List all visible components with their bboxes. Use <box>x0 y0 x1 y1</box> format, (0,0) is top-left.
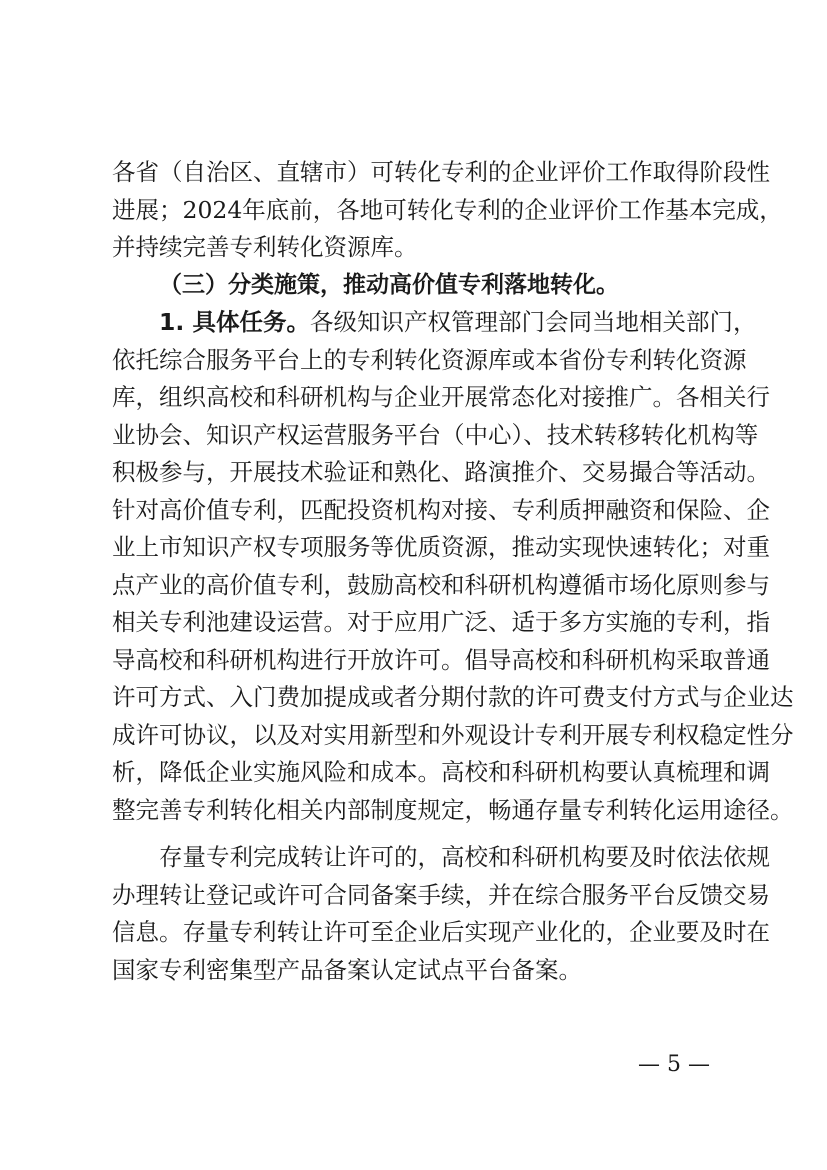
paragraph-specific-tasks <box>112 304 794 829</box>
text-line <box>112 304 757 342</box>
task-first-line: 各级知识产权管理部门会同当地相关部门， <box>309 308 757 336</box>
page-number: — 5 — <box>638 1052 710 1077</box>
text-line: 各省（自治区、直辖市）可转化专利的企业评价工作取得阶段性 <box>112 158 770 186</box>
paragraph-evaluation-progress <box>112 154 783 267</box>
text-line: 导高校和科研机构进行开放许可。倡导高校和科研机构采取普通 <box>112 645 770 674</box>
text-line: 库，组织高校和科研机构与企业开展常态化对接推广。各相关行 <box>112 383 770 411</box>
text-line: 办理转让登记或许可合同备案手续，并在综合服务平台反馈交易 <box>112 880 770 909</box>
text-line: 信息。存量专利转让许可至企业后实现产业化的，企业要及时在 <box>112 918 770 946</box>
task-label: 1. 具体任务。 <box>159 308 310 336</box>
text-line: 国家专利密集型产品备案认定试点平台备案。 <box>112 955 582 984</box>
section-heading: （三）分类施策，推动高价值专利落地转化。 <box>159 271 619 298</box>
text-line: 并持续完善专利转化资源库。 <box>112 233 418 261</box>
text-line: 积极参与，开展技术验证和熟化、路演推介、交易撮合等活动。 <box>112 458 770 486</box>
text-line: 相关专利池建设运营。对于应用广泛、适于多方实施的专利，指 <box>112 608 770 636</box>
document-body <box>112 154 794 989</box>
text-line: 整完善专利转化相关内部制度规定，畅通存量专利转化运用途径。 <box>112 795 794 824</box>
text-line: 许可方式、入门费加提成或者分期付款的许可费支付方式与企业达 <box>112 683 794 711</box>
text-line: 存量专利完成转让许可的，高校和科研机构要及时依法依规 <box>159 843 770 871</box>
text-line: 依托综合服务平台上的专利转化资源库或本省份专利转化资源 <box>112 345 747 374</box>
text-line: 进展；2024年底前，各地可转化专利的企业评价工作基本完成， <box>112 195 783 224</box>
text-line: 业协会、知识产权运营服务平台（中心）、技术转移转化机构等 <box>112 420 759 449</box>
text-line: 点产业的高价值专利，鼓励高校和科研机构遵循市场化原则参与 <box>112 570 770 599</box>
text-line: 成许可协议，以及对实用新型和外观设计专利开展专利权稳定性分 <box>112 720 794 749</box>
text-line: 析，降低企业实施风险和成本。高校和科研机构要认真梳理和调 <box>112 758 770 786</box>
paragraph-gap <box>112 829 720 839</box>
paragraph-transfer-registration <box>112 839 770 989</box>
text-line: 业上市知识产权专项服务等优质资源，推动实现快速转化；对重 <box>112 533 770 561</box>
text-line: 针对高价值专利，匹配投资机构对接、专利质押融资和保险、企 <box>112 495 770 524</box>
